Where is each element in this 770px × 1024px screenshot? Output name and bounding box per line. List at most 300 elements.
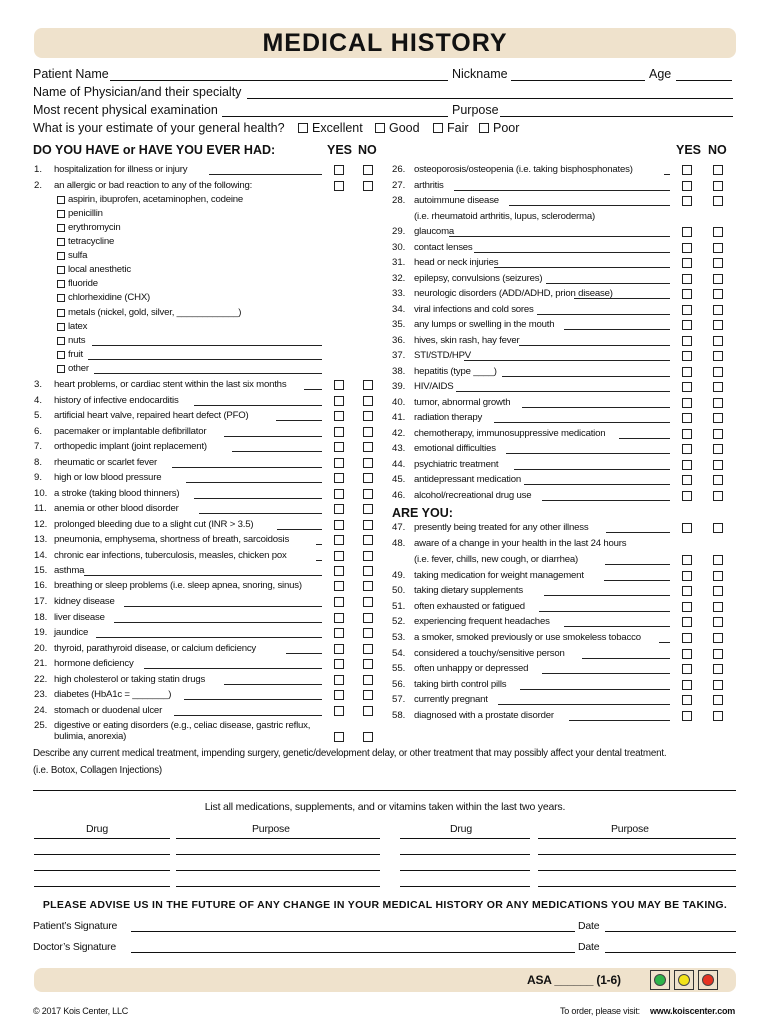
no-checkbox[interactable] [713,289,723,299]
no-checkbox[interactable] [713,664,723,674]
yes-checkbox[interactable] [682,586,692,596]
no-checkbox[interactable] [713,680,723,690]
yes-checkbox[interactable] [334,489,344,499]
no-checkbox[interactable] [713,444,723,454]
allergy-checkbox[interactable] [57,280,65,288]
doctor-signature-field[interactable] [131,952,575,953]
no-checkbox[interactable] [363,520,373,530]
yes-checkbox[interactable] [334,659,344,669]
allergy-label: aspirin, ibuprofen, acetaminophen, codeine [68,194,244,205]
asa-red-box[interactable] [698,970,718,990]
item-answer-line[interactable] [304,389,322,390]
yes-checkbox[interactable] [334,427,344,437]
item-number: 6. [34,426,43,437]
item-answer-line[interactable] [537,314,670,315]
yes-checkbox[interactable] [682,523,692,533]
item-25-continued: bulimia, anorexia) [54,731,127,742]
nickname-field[interactable] [511,80,645,81]
yes-checkbox[interactable] [682,555,692,565]
item-number: 32. [392,273,406,284]
yes-checkbox[interactable] [682,351,692,361]
item-answer-line[interactable] [277,529,322,530]
yes-checkbox[interactable] [334,644,344,654]
no-checkbox[interactable] [363,165,373,175]
no-checkbox[interactable] [363,473,373,483]
item-label: considered a touchy/sensitive person [414,648,565,659]
item-number: 12. [34,519,48,530]
no-checkbox[interactable] [713,320,723,330]
yes-checkbox[interactable] [682,258,692,268]
no-checkbox[interactable] [363,551,373,561]
asa-green-box[interactable] [650,970,670,990]
doctor-signature-label: Doctor’s Signature [33,941,116,953]
yes-checkbox[interactable] [682,602,692,612]
item-label: hives, skin rash, hay fever [414,335,520,346]
item-answer-line[interactable] [186,482,322,483]
yes-checkbox[interactable] [334,675,344,685]
good-checkbox[interactable] [375,123,385,133]
item-label: taking birth control pills [414,679,507,690]
yes-checkbox[interactable] [682,617,692,627]
no-checkbox[interactable] [363,411,373,421]
no-checkbox[interactable] [713,555,723,565]
item-number: 58. [392,710,406,721]
item-label: digestive or eating disorders (e.g., celiac disease, gastric reflux, [54,720,311,731]
item-answer-line[interactable] [172,467,322,468]
yes-checkbox[interactable] [682,413,692,423]
no-checkbox[interactable] [713,336,723,346]
no-checkbox[interactable] [713,617,723,627]
medication-entry-line[interactable] [538,838,736,839]
medication-entry-line[interactable] [400,886,530,887]
yes-checkbox[interactable] [682,444,692,454]
item-answer-line[interactable] [520,689,670,690]
item-answer-line[interactable] [494,422,670,423]
yes-checkbox[interactable] [334,442,344,452]
allergy-checkbox[interactable] [57,365,65,373]
item-number: 56. [392,679,406,690]
medication-entry-line[interactable] [400,870,530,871]
medication-entry-line[interactable] [538,854,736,855]
yes-checkbox[interactable] [682,196,692,206]
no-checkbox[interactable] [713,429,723,439]
yes-checkbox[interactable] [682,633,692,643]
no-checkbox[interactable] [363,675,373,685]
item-answer-line[interactable] [209,174,322,175]
item-number: 44. [392,459,406,470]
item-label: high cholesterol or taking statin drugs [54,674,206,685]
no-checkbox[interactable] [363,613,373,623]
item-label: autoimmune disease [414,195,499,206]
item-label: hospitalization for illness or injury [54,164,188,175]
yes-checkbox[interactable] [682,649,692,659]
item-answer-line[interactable] [546,283,670,284]
item-number: 18. [34,612,48,623]
no-checkbox[interactable] [363,644,373,654]
item-label: prolonged bleeding due to a slight cut (INR > 3.5) [54,519,254,530]
yes-checkbox[interactable] [334,165,344,175]
medication-entry-line[interactable] [176,870,380,871]
item-answer-line[interactable] [502,376,670,377]
item-answer-line[interactable] [199,513,322,514]
physician-field[interactable] [247,98,733,99]
item-answer-line[interactable] [224,436,322,437]
yes-checkbox[interactable] [334,380,344,390]
allergy-line[interactable] [94,373,322,374]
no-checkbox[interactable] [713,523,723,533]
no-checkbox[interactable] [713,305,723,315]
item-label: any lumps or swelling in the mouth [414,319,555,330]
item-answer-line[interactable] [569,720,670,721]
asa-yellow-box[interactable] [674,970,694,990]
patient-date-label: Date [578,920,600,932]
no-checkbox[interactable] [713,491,723,501]
medication-entry-line[interactable] [400,854,530,855]
nickname-label: Nickname [452,67,508,81]
yes-checkbox[interactable] [334,396,344,406]
item-answer-line[interactable] [582,658,670,659]
item-answer-line[interactable] [564,329,670,330]
drug-col-left: Drug [86,823,108,835]
allergy-checkbox[interactable] [57,238,65,246]
item-number: 9. [34,472,43,483]
item-number: 29. [392,226,406,237]
allergy-checkbox[interactable] [57,266,65,274]
describe-example: (i.e. Botox, Collagen Injections) [33,765,162,776]
allergy-label: other [68,363,89,374]
item-label: rheumatic or scarlet fever [54,457,158,468]
yes-checkbox[interactable] [334,504,344,514]
item-label: often unhappy or depressed [414,663,529,674]
item-answer-line[interactable] [194,498,322,499]
no-checkbox[interactable] [713,367,723,377]
item-answer-line[interactable] [664,174,670,175]
item-number: 33. [392,288,406,299]
yes-checkbox[interactable] [334,706,344,716]
no-checkbox[interactable] [363,181,373,191]
no-checkbox[interactable] [713,258,723,268]
yes-checkbox[interactable] [682,382,692,392]
item-label: often exhausted or fatigued [414,601,525,612]
order-link[interactable]: www.koiscenter.com [650,1006,736,1016]
medication-entry-line[interactable] [176,838,380,839]
yes-checkbox[interactable] [334,551,344,561]
item-answer-line[interactable] [464,360,670,361]
allergy-checkbox[interactable] [57,294,65,302]
no-checkbox[interactable] [363,690,373,700]
item-label: aware of a change in your health in the last 24 hours [414,538,627,549]
yes-checkbox[interactable] [334,628,344,638]
no-checkbox[interactable] [363,489,373,499]
item-answer-line[interactable] [194,405,322,406]
allergy-checkbox[interactable] [57,351,65,359]
item-answer-line[interactable] [514,469,670,470]
no-checkbox[interactable] [363,732,373,742]
medication-entry-line[interactable] [176,886,380,887]
yes-checkbox[interactable] [334,597,344,607]
medication-entry-line[interactable] [400,838,530,839]
item-answer-line[interactable] [606,532,670,533]
yes-checkbox[interactable] [334,411,344,421]
item-answer-line[interactable] [232,451,322,452]
allergy-checkbox[interactable] [57,210,65,218]
no-checkbox[interactable] [713,274,723,284]
advise-text: PLEASE ADVISE US IN THE FUTURE OF ANY CHANGE IN YOUR MEDICAL HISTORY OR ANY MEDICATIONS YOU MAY BE TAKING. [42,899,728,911]
yes-checkbox[interactable] [334,520,344,530]
patient-signature-label: Patient’s Signature [33,920,118,932]
item-label: a stroke (taking blood thinners) [54,488,180,499]
item-number: 34. [392,304,406,315]
no-checkbox[interactable] [713,571,723,581]
no-checkbox[interactable] [363,659,373,669]
allergy-checkbox[interactable] [57,323,65,331]
item-label: an allergic or bad reaction to any of the following: [54,180,253,191]
no-checkbox[interactable] [363,566,373,576]
yes-checkbox[interactable] [334,458,344,468]
item-answer-line[interactable] [276,420,322,421]
item-number: 23. [34,689,48,700]
yes-checkbox[interactable] [334,535,344,545]
no-checkbox[interactable] [713,196,723,206]
no-checkbox[interactable] [363,396,373,406]
no-checkbox[interactable] [713,398,723,408]
item-number: 46. [392,490,406,501]
item-label: head or neck injuries [414,257,499,268]
yes-checkbox[interactable] [334,566,344,576]
item-number: 28. [392,195,406,206]
item-answer-line[interactable] [174,715,322,716]
no-checkbox[interactable] [713,460,723,470]
poor-label: Poor [493,121,520,135]
item-label: kidney disease [54,596,115,607]
no-checkbox[interactable] [713,711,723,721]
item-number: 2. [34,180,43,191]
yes-checkbox[interactable] [682,680,692,690]
section-have-had: DO YOU HAVE or HAVE YOU EVER HAD: [33,143,276,157]
copyright: © 2017 Kois Center, LLC [33,1006,129,1016]
item-number: 7. [34,441,43,452]
item-answer-line[interactable] [574,298,670,299]
item-answer-line[interactable] [542,673,670,674]
no-checkbox[interactable] [713,586,723,596]
item-answer-line[interactable] [619,438,670,439]
item-answer-line[interactable] [506,453,670,454]
no-checkbox[interactable] [363,504,373,514]
item-number: 50. [392,585,406,596]
medication-entry-line[interactable] [34,854,170,855]
medication-entry-line[interactable] [538,886,736,887]
no-checkbox[interactable] [363,597,373,607]
medication-entry-line[interactable] [34,870,170,871]
item-answer-line[interactable] [144,668,322,669]
yes-checkbox[interactable] [682,320,692,330]
fair-checkbox[interactable] [433,123,443,133]
allergy-label: metals (nickel, gold, silver, ____________) [68,307,242,318]
medication-entry-line[interactable] [538,870,736,871]
item-label: emotional difficulties [414,443,496,454]
item-number: 20. [34,643,48,654]
yes-checkbox[interactable] [682,181,692,191]
yes-checkbox[interactable] [682,571,692,581]
item-label: thyroid, parathyroid disease, or calcium deficiency [54,643,257,654]
yes-checkbox[interactable] [682,274,692,284]
no-checkbox[interactable] [363,535,373,545]
patient-date-field[interactable] [605,931,736,932]
allergy-line[interactable] [92,345,322,346]
item-label: osteoporosis/osteopenia (i.e. taking bisphosphonates) [414,164,633,175]
yes-checkbox[interactable] [682,227,692,237]
allergy-checkbox[interactable] [57,252,65,260]
item-label: arthritis [414,180,444,191]
allergy-label: tetracycline [68,236,115,247]
item-number: 3. [34,379,43,390]
item-answer-line[interactable] [659,642,670,643]
yes-checkbox[interactable] [334,181,344,191]
item-label: stomach or duodenal ulcer [54,705,163,716]
no-checkbox[interactable] [713,649,723,659]
no-checkbox[interactable] [713,695,723,705]
item-answer-line[interactable] [286,653,322,654]
no-checkbox[interactable] [363,581,373,591]
item-answer-line[interactable] [519,345,670,346]
yes-checkbox[interactable] [682,289,692,299]
yes-checkbox[interactable] [682,475,692,485]
yes-checkbox[interactable] [682,367,692,377]
allergy-checkbox[interactable] [57,309,65,317]
no-checkbox[interactable] [713,181,723,191]
no-checkbox[interactable] [713,382,723,392]
item-answer-line[interactable] [524,484,670,485]
item-number: 1. [34,164,43,175]
item-number: 49. [392,570,406,581]
yes-checkbox[interactable] [682,243,692,253]
item-answer-line[interactable] [539,611,670,612]
item-answer-line[interactable] [456,391,670,392]
no-checkbox[interactable] [713,602,723,612]
no-checkbox[interactable] [713,351,723,361]
patient-name-field[interactable] [110,80,448,81]
yes-checkbox[interactable] [682,664,692,674]
meds-header: List all medications, supplements, and or vitamins taken within the last two years. [204,801,566,813]
item-label: hormone deficiency [54,658,134,669]
medication-entry-line[interactable] [34,886,170,887]
item-answer-line[interactable] [224,684,322,685]
item-answer-line[interactable] [84,575,322,576]
yes-checkbox[interactable] [334,581,344,591]
allergy-line[interactable] [88,359,322,360]
no-checkbox[interactable] [713,165,723,175]
item-number: 31. [392,257,406,268]
item-answer-line[interactable] [522,407,670,408]
describe-field[interactable] [33,790,736,791]
no-checkbox[interactable] [363,427,373,437]
item-answer-line[interactable] [449,236,670,237]
item-number: 30. [392,242,406,253]
item-answer-line[interactable] [498,704,670,705]
item-answer-line[interactable] [494,267,670,268]
yes-checkbox[interactable] [682,165,692,175]
item-answer-line[interactable] [509,205,670,206]
medication-entry-line[interactable] [176,854,380,855]
no-checkbox[interactable] [713,243,723,253]
item-answer-line[interactable] [114,622,322,623]
item-answer-line[interactable] [316,544,322,545]
item-number: 53. [392,632,406,643]
item-label: jaundice [54,627,89,638]
page-title: MEDICAL HISTORY [262,29,508,57]
no-checkbox[interactable] [363,628,373,638]
item-number: 14. [34,550,48,561]
yes-checkbox[interactable] [682,429,692,439]
allergy-checkbox[interactable] [57,337,65,345]
yes-checkbox[interactable] [682,398,692,408]
yes-checkbox[interactable] [682,695,692,705]
yes-checkbox[interactable] [334,473,344,483]
no-checkbox[interactable] [363,380,373,390]
doctor-date-field[interactable] [605,952,736,953]
yes-checkbox[interactable] [682,336,692,346]
no-checkbox[interactable] [713,633,723,643]
yes-checkbox[interactable] [334,690,344,700]
item-answer-line[interactable] [124,606,322,607]
item-answer-line[interactable] [605,564,670,565]
item-answer-line[interactable] [184,699,322,700]
excellent-checkbox[interactable] [298,123,308,133]
asa-bar [34,968,736,992]
item-48-continued: (i.e. fever, chills, new cough, or diarrhea) [414,554,578,565]
yes-checkbox[interactable] [334,732,344,742]
item-answer-line[interactable] [544,595,670,596]
describe-text: Describe any current medical treatment, impending surgery, genetic/development delay, or other treatment that may possibly affect your dental treatment. [33,748,667,759]
no-checkbox[interactable] [713,475,723,485]
no-checkbox[interactable] [713,227,723,237]
item-answer-line[interactable] [604,580,670,581]
yes-checkbox[interactable] [682,460,692,470]
patient-signature-field[interactable] [131,931,575,932]
yes-checkbox[interactable] [682,305,692,315]
item-answer-line[interactable] [564,626,670,627]
medication-entry-line[interactable] [34,838,170,839]
yes-checkbox[interactable] [682,491,692,501]
item-answer-line[interactable] [96,637,322,638]
item-answer-line[interactable] [474,252,670,253]
allergy-label: chlorhexidine (CHX) [68,292,151,303]
no-checkbox[interactable] [363,458,373,468]
yes-checkbox[interactable] [334,613,344,623]
allergy-checkbox[interactable] [57,224,65,232]
purpose-field[interactable] [500,116,733,117]
item-number: 35. [392,319,406,330]
no-checkbox[interactable] [363,442,373,452]
item-label: pacemaker or implantable defibrillator [54,426,207,437]
no-checkbox[interactable] [713,413,723,423]
item-number: 21. [34,658,48,669]
poor-checkbox[interactable] [479,123,489,133]
age-field[interactable] [676,80,732,81]
item-number: 57. [392,694,406,705]
purpose-label: Purpose [452,103,499,117]
allergy-checkbox[interactable] [57,196,65,204]
exam-field[interactable] [222,116,448,117]
item-label: antidepressant medication [414,474,521,485]
item-label: chemotherapy, immunosuppressive medication [414,428,606,439]
item-label: a smoker, smoked previously or use smokeless tobacco [414,632,641,643]
item-answer-line[interactable] [454,190,670,191]
no-checkbox[interactable] [363,706,373,716]
item-answer-line[interactable] [542,500,670,501]
item-answer-line[interactable] [316,560,322,561]
yes-checkbox[interactable] [682,711,692,721]
